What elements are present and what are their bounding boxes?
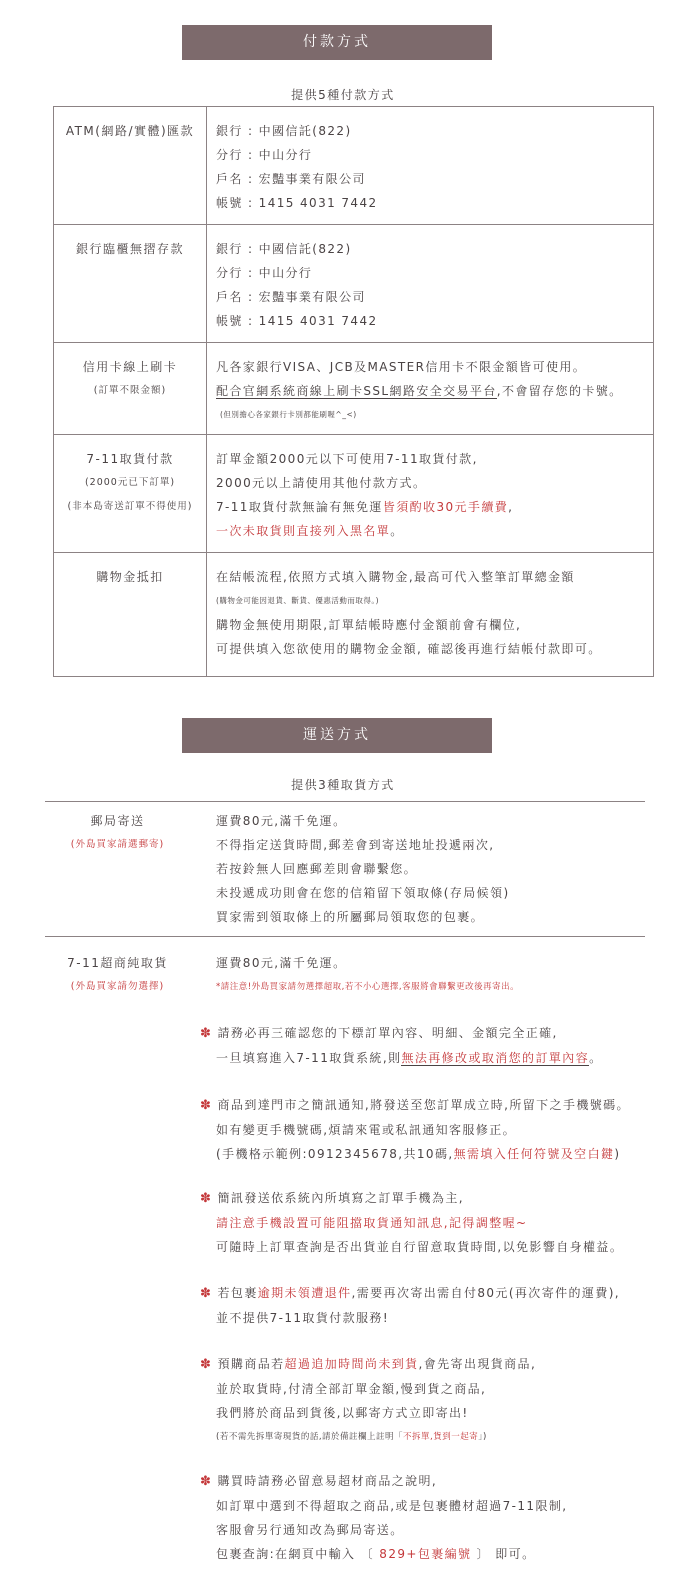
payment-row-counter bbox=[54, 225, 654, 343]
divider bbox=[45, 936, 645, 937]
seven-pay-line-1: 訂單金額2000元以下可使用7-11取貨付款, bbox=[216, 452, 478, 466]
atm-branch: 分行 : 中山分行 bbox=[216, 148, 313, 162]
seven-pay-label: 7-11取貨付款 bbox=[86, 452, 174, 466]
flower-icon: ✽ bbox=[200, 1026, 213, 1041]
payment-row-seven bbox=[54, 435, 654, 553]
seven-ship-label: 7-11超商純取貨 bbox=[67, 956, 168, 970]
payment-label-cell bbox=[54, 107, 207, 225]
shipping-banner: 運送方式 bbox=[182, 718, 492, 753]
flower-icon: ✽ bbox=[200, 1474, 213, 1489]
counter-account-number: 帳號 : 1415 4031 7442 bbox=[216, 314, 378, 328]
payment-row-atm bbox=[54, 107, 654, 225]
payment-label-cell bbox=[54, 553, 207, 677]
post-line-2: 不得指定送貨時間,郵差會到寄送地址投遞兩次, bbox=[216, 838, 495, 852]
credit-line-1: 凡各家銀行VISA、JCB及MASTER信用卡不限金額皆可使用。 bbox=[216, 360, 587, 374]
note-oversize: ✽ 購買時請務必留意易超材商品之說明, 如訂單中選到不得超取之商品,或是包裹體材超過7-11限制, 客服會另行通知改為郵局寄送。 包裹查詢:在網頁中輸入 〔 829+包裹編號 〕 即可。 bbox=[200, 1474, 568, 1561]
fee-warning: 皆須酌收30元手續費 bbox=[382, 500, 509, 514]
no-symbol-warning: 無需填入任何符號及空白鍵 bbox=[453, 1147, 615, 1161]
counter-label: 銀行臨櫃無摺存款 bbox=[75, 242, 184, 256]
note-sms-notice: ✽ 商品到達門市之簡訊通知,將發送至您訂單成立時,所留下之手機號碼。 如有變更手機號碼,煩請來電或私訊通知客服修正。 (手機格示範例:0912345678,共10碼,無需填入任何符號及空白鍵) bbox=[200, 1098, 630, 1161]
payment-row-points bbox=[54, 553, 654, 677]
points-line-1: 在結帳流程,依照方式填入購物金,最高可代入整筆訂單總金額 bbox=[216, 570, 575, 584]
seven-ship-warning: *請注意!外島買家請勿選擇超取,若不小心選擇,客服將會聯繫更改後再寄出。 bbox=[216, 982, 520, 992]
post-sublabel: (外島買家請選郵寄) bbox=[70, 839, 165, 850]
seven-ship-details bbox=[216, 951, 519, 999]
credit-label: 信用卡線上刷卡 bbox=[82, 360, 178, 374]
flower-icon: ✽ bbox=[200, 1098, 213, 1113]
divider bbox=[45, 801, 645, 802]
credit-line-2 bbox=[216, 379, 653, 403]
preorder-warning: 超過追加時間尚未到貨 bbox=[284, 1357, 419, 1371]
note-preorder: ✽ 預購商品若超過追加時間尚未到貨,會先寄出現貨商品, 並於取貨時,付清全部訂單金額,慢到貨之商品, 我們將於商品到貨後,以郵寄方式立即寄出! (若不需先拆單寄現貨的話,請於備註欄上註明「不拆單,貨到一起寄」) bbox=[200, 1357, 537, 1442]
points-label: 購物金抵扣 bbox=[96, 570, 164, 584]
payment-label-cell bbox=[54, 435, 207, 553]
overdue-warning: 逾期未領遭退件 bbox=[257, 1286, 352, 1300]
payment-content-cell bbox=[207, 435, 654, 553]
note-confirm-order: ✽ 請務必再三確認您的下標訂單內容、明細、金額完全正確, 一旦填寫進入7-11取貨系統,則無法再修改或取消您的訂單內容。 bbox=[200, 1026, 603, 1065]
post-label-block bbox=[45, 809, 190, 857]
atm-account-name: 戶名 : 宏豔事業有限公司 bbox=[216, 172, 366, 186]
tracking-format: 829+包裹編號 bbox=[379, 1547, 472, 1561]
payment-content-cell bbox=[207, 107, 654, 225]
no-modify-warning: 無法再修改或取消您的訂單內容 bbox=[401, 1051, 590, 1065]
note-sms-phone: ✽ 簡訊發送依系統內所填寫之訂單手機為主, 請注意手機設置可能阻擋取貨通知訊息,記得調整喔~ 可隨時上訂單查詢是否出貨並自行留意取貨時間,以免影響自身權益。 bbox=[200, 1191, 624, 1254]
payment-label-cell bbox=[54, 343, 207, 435]
counter-account-name: 戶名 : 宏豔事業有限公司 bbox=[216, 290, 366, 304]
seven-ship-line-1: 運費80元,滿千免運。 bbox=[216, 956, 347, 970]
flower-icon: ✽ bbox=[200, 1286, 213, 1301]
post-line-3: 若按鈴無人回應郵差則會聯繫您。 bbox=[216, 862, 418, 876]
counter-bank: 銀行 : 中國信託(822) bbox=[216, 242, 352, 256]
flower-icon: ✽ bbox=[200, 1357, 213, 1372]
post-line-5: 買家需到領取條上的所屬郵局領取您的包裹。 bbox=[216, 910, 485, 924]
payment-content-cell bbox=[207, 343, 654, 435]
credit-sublabel: (訂單不限金額) bbox=[93, 385, 167, 396]
post-line-1: 運費80元,滿千免運。 bbox=[216, 814, 347, 828]
payment-table bbox=[53, 106, 654, 677]
seven-pay-line-3: 7-11取貨付款無論有無免運皆須酌收30元手續費, bbox=[216, 500, 514, 514]
counter-branch: 分行 : 中山分行 bbox=[216, 266, 313, 280]
payment-row-credit bbox=[54, 343, 654, 435]
seven-ship-label-block bbox=[45, 951, 190, 999]
atm-bank: 銀行 : 中國信託(822) bbox=[216, 124, 352, 138]
credit-line-2-rest: ,不會留存您的卡號。 bbox=[496, 384, 623, 398]
points-note: (購物金可能因退貨、斷貨、優惠活動而取得。) bbox=[216, 596, 380, 605]
atm-account-number: 帳號 : 1415 4031 7442 bbox=[216, 196, 378, 210]
seven-pay-sublabel-1: (2000元已下訂單) bbox=[84, 477, 176, 488]
seven-pay-line-2: 2000元以上請使用其他付款方式。 bbox=[216, 476, 427, 490]
seven-ship-sublabel: (外島買家請勿選擇) bbox=[70, 981, 165, 992]
points-line-2: 購物金無使用期限,訂單結帳時應付金額前會有欄位, bbox=[216, 618, 522, 632]
seven-pay-sublabel-2: (非本島寄送訂單不得使用) bbox=[67, 501, 193, 512]
payment-subtitle: 提供5種付款方式 bbox=[291, 88, 395, 102]
blacklist-warning: 一次未取貨則直接列入黑名單 bbox=[216, 524, 391, 538]
credit-ssl-text: 配合官網系統商線上刷卡SSL網路安全交易平台 bbox=[216, 384, 497, 398]
credit-note: (但別擔心各家銀行卡別都能刷喔^_<) bbox=[220, 410, 357, 419]
post-details bbox=[216, 809, 510, 929]
shipping-subtitle: 提供3種取貨方式 bbox=[291, 778, 395, 792]
no-split-text: 不拆單,貨到一起寄 bbox=[403, 1432, 479, 1442]
flower-icon: ✽ bbox=[200, 1191, 213, 1206]
note-return: ✽ 若包裹逾期未領遭退件,需要再次寄出需自付80元(再次寄件的運費), 並不提供7-11取貨付款服務! bbox=[200, 1286, 620, 1325]
payment-content-cell bbox=[207, 553, 654, 677]
post-line-4: 未投遞成功則會在您的信箱留下領取條(存局候領) bbox=[216, 886, 510, 900]
payment-content-cell bbox=[207, 225, 654, 343]
points-line-3: 可提供填入您欲使用的購物金金額, 確認後再進行結帳付款即可。 bbox=[216, 642, 602, 656]
post-label: 郵局寄送 bbox=[90, 814, 145, 828]
atm-label: ATM(網路/實體)匯款 bbox=[65, 124, 195, 138]
seven-pay-line-4: 一次未取貨則直接列入黑名單。 bbox=[216, 524, 404, 538]
payment-label-cell bbox=[54, 225, 207, 343]
payment-banner: 付款方式 bbox=[182, 25, 492, 60]
sms-block-warning: 請注意手機設置可能阻擋取貨通知訊息,記得調整喔~ bbox=[216, 1216, 528, 1230]
